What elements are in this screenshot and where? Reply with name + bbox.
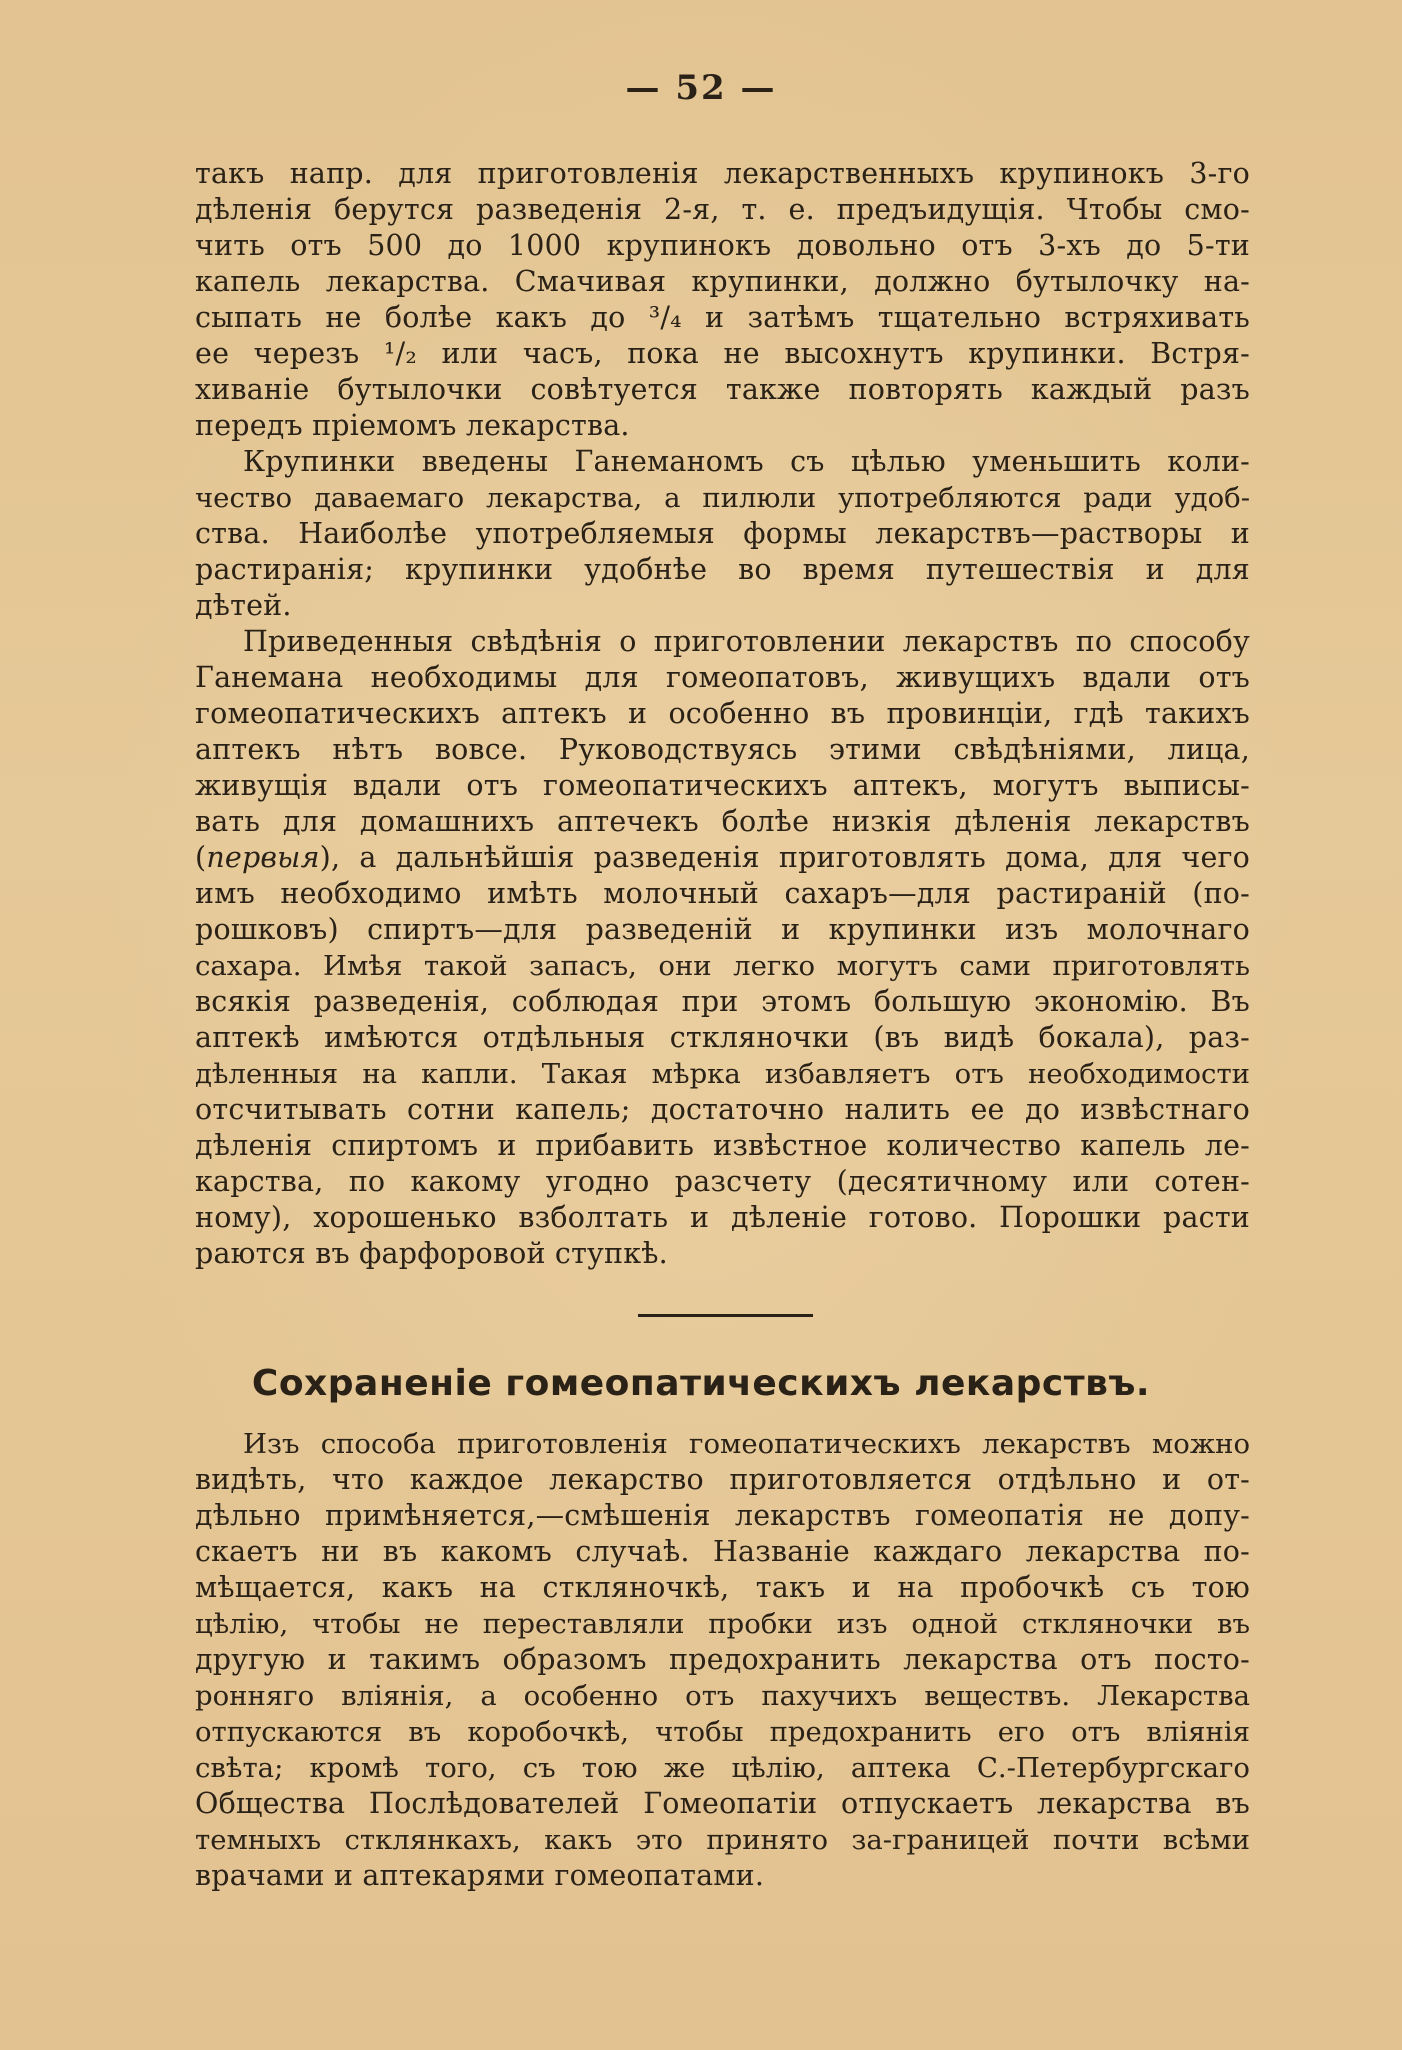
paragraph-1 xyxy=(195,156,1250,444)
text-line: врачами и аптекарями гомеопатами. xyxy=(195,1859,765,1892)
text-line: цѣлію, чтобы не переставляли пробки изъ одной стклянoчки въ xyxy=(195,1608,1250,1640)
text-line: рошковъ) спиртъ—для разведеній и крупинки изъ молочнаго xyxy=(195,913,1250,946)
text-line: чить отъ 500 до 1000 крупинокъ довольно отъ 3-хъ до 5-ти xyxy=(195,229,1250,262)
paren-open: ( xyxy=(195,841,207,874)
text-line: живущія вдали отъ гомеопатическихъ аптекъ, могутъ выписы- xyxy=(195,769,1250,802)
text-line: отпускаются въ коробочкѣ, чтобы предохранить его отъ вліянія xyxy=(195,1716,1250,1748)
section-heading: Сохраненіе гомеопатическихъ лекарствъ. xyxy=(251,1363,1151,1404)
text-line: раются въ фарфоровой ступкѣ. xyxy=(195,1237,668,1270)
text-line: видѣть, что каждое лекарство приготовляется отдѣльно и от- xyxy=(195,1463,1250,1496)
paragraph-2 xyxy=(195,444,1250,624)
text-line: такъ напр. для приготовленія лекарственныхъ крупинокъ 3-го xyxy=(195,157,1250,190)
text-line: карства, по какому угодно разсчету (десятичному или сотен- xyxy=(195,1165,1250,1198)
text-line: Общества Послѣдователей Гомеопатіи отпускаетъ лекарства въ xyxy=(195,1787,1250,1820)
text-line: дѣленныя на капли. Такая мѣрка избавляетъ отъ необходимости xyxy=(195,1058,1250,1090)
text-line: растиранія; крупинки удобнѣе во время путешествія и для xyxy=(195,553,1250,586)
text-line: свѣта; кромѣ того, съ тою же цѣлію, аптека С.-Петербургскаго xyxy=(195,1752,1250,1784)
text-line: отсчитывать сотни капель; достаточно налить ее до извѣстнаго xyxy=(195,1093,1250,1126)
text-line: мѣщается, какъ на стклянoчкѣ, такъ и на пробочкѣ съ тою xyxy=(195,1571,1250,1604)
text-line-italic xyxy=(195,840,1250,876)
text-line: чество даваемаго лекарства, а пилюли употребляются ради удоб- xyxy=(195,482,1250,514)
text-line: Изъ способа приготовленія гомеопатическихъ лекарствъ можно xyxy=(243,1428,1250,1460)
text-line: капель лекарства. Смачивая крупинки, должно бутылочку на- xyxy=(195,265,1250,298)
italic-word: первыя xyxy=(206,841,320,874)
text-line: хиванiе бутылочки совѣтуется также повторять каждый разъ xyxy=(195,373,1250,406)
page-number: — 52 — xyxy=(625,68,777,108)
text-line: другую и такимъ образомъ предохранить лекарства отъ посто- xyxy=(195,1643,1250,1676)
text-line: сахара. Имѣя такой запасъ, они легко могутъ сами приготовлять xyxy=(195,950,1250,982)
paragraph-3 xyxy=(195,624,1250,1272)
text-line: ее черезъ ¹/₂ или часъ, пока не высохнутъ крупинки. Встря- xyxy=(195,337,1250,370)
text-line: ному), хорошенько взболтать и дѣленіе готово. Порошки расти xyxy=(195,1201,1250,1234)
text-line: ства. Наиболѣе употребляемыя формы лекарствъ—растворы и xyxy=(195,517,1250,550)
text-line: дѣтей. xyxy=(195,589,292,622)
text-line: дѣленія берутся разведенія 2-я, т. е. предъидущія. Чтобы смо- xyxy=(195,193,1250,226)
text-line: дѣленія спиртомъ и прибавить извѣстное количество капель ле- xyxy=(195,1129,1250,1162)
text-line: ронняго вліянія, а особенно отъ пахучихъ веществъ. Лекарства xyxy=(195,1680,1250,1712)
text-line: темныхъ стклянкахъ, какъ это принято за-границей почти всѣми xyxy=(195,1824,1250,1856)
text-line: вать для домашнихъ аптечекъ болѣе низкія дѣленія лекарствъ xyxy=(195,805,1250,838)
section-divider xyxy=(638,1314,813,1317)
text-line: скаетъ ни въ какомъ случаѣ. Названіе каждаго лекарства по- xyxy=(195,1535,1250,1568)
text-line: имъ необходимо имѣть молочный сахаръ—для растираній (по- xyxy=(195,877,1250,910)
text-line: передъ пріемомъ лекарства. xyxy=(195,409,630,442)
text-line: аптекѣ имѣются отдѣльныя стклянoчки (въ видѣ бокала), раз- xyxy=(195,1021,1250,1054)
text-line: аптекъ нѣтъ вовсе. Руководствуясь этими свѣдѣніями, лица, xyxy=(195,733,1250,766)
text-line: гомеопатическихъ аптекъ и особенно въ провинціи, гдѣ такихъ xyxy=(195,697,1250,730)
text-line-rest: ), а дальнѣйшія разведенія приготовлять дома, для чего xyxy=(319,841,1250,874)
text-line: дѣльно примѣняется,—смѣшенія лекарствъ гомеопатія не допу- xyxy=(195,1499,1250,1532)
text-line: Приведенныя свѣдѣнія о приготовлении лекарствъ по способу xyxy=(243,625,1250,658)
text-line: Крупинки введены Ганеманомъ съ цѣлью уменьшить коли- xyxy=(243,445,1250,478)
text-line: Ганемана необходимы для гомеопатовъ, живущихъ вдали отъ xyxy=(195,661,1250,694)
paragraph-4 xyxy=(195,1426,1250,1894)
text-line: сыпать не болѣе какъ до ³/₄ и затѣмъ тщательно встряхивать xyxy=(195,301,1250,334)
text-line: всякія разведенія, соблюдая при этомъ большую экономію. Въ xyxy=(195,985,1250,1018)
